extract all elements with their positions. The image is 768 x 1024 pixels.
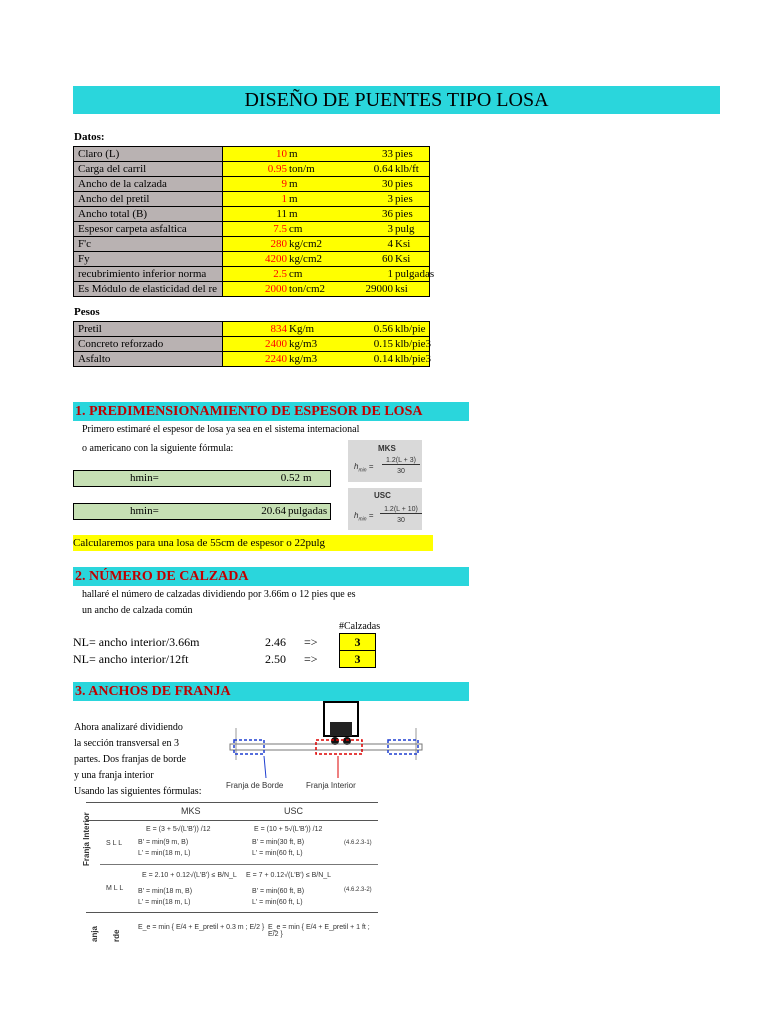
- hmin-mks-label: hmin=: [130, 472, 159, 484]
- row-label: Es Módulo de elasticidad del re: [74, 282, 223, 297]
- hmin-mks-row: [73, 470, 331, 487]
- formula-table-rule: [86, 802, 378, 803]
- imperial-unit: klb/pie3: [395, 353, 432, 365]
- row-values: [223, 192, 430, 207]
- imperial-unit: klb/pie: [395, 323, 426, 335]
- metric-unit: ton/m: [289, 163, 315, 175]
- fig-slab: [230, 744, 422, 750]
- metric-unit: m: [289, 148, 298, 160]
- mll-ref: (4.6.2.3-2): [344, 887, 372, 893]
- formula-table-image: [82, 800, 378, 950]
- hmin-usc-row: [73, 503, 331, 520]
- formula-table-rule: [86, 820, 378, 821]
- metric-value: 10: [276, 148, 287, 160]
- metric-value: 11: [276, 208, 287, 220]
- usc-formula-h: $h_{min}$ =: [354, 511, 374, 523]
- mll-mks-2: B' = min(18 m, B): [138, 888, 193, 895]
- data-row: [74, 267, 430, 282]
- fig-label-borde: Franja de Borde: [226, 781, 284, 790]
- sec2-line1: hallaré el número de calzadas dividiendo por 3.66m o 12 pies que es: [82, 589, 356, 600]
- metric-value: 4200: [265, 253, 287, 265]
- metric-unit: Kg/m: [289, 323, 315, 335]
- formula-table-rule: [100, 864, 378, 865]
- metric-unit: m: [289, 178, 298, 190]
- metric-value: 7.5: [273, 223, 287, 235]
- data-row: [74, 252, 430, 267]
- metric-value: 834: [270, 323, 287, 335]
- imperial-value: 3: [387, 223, 393, 235]
- metric-unit: m: [289, 193, 298, 205]
- formula-group-interior: Franja Interior: [82, 812, 91, 866]
- nl-result: 3: [339, 633, 376, 651]
- formula-row-sll: S L L: [106, 840, 123, 847]
- sec1-conclusion: Calcularemos para una losa de 55cm de espesor o 22pulg: [73, 535, 433, 551]
- nl-result: 3: [339, 650, 376, 668]
- row-values: [223, 207, 430, 222]
- row-label: Ancho total (B): [74, 207, 223, 222]
- mks-formula-den: 30: [397, 468, 405, 475]
- row-values: [223, 252, 430, 267]
- metric-value: 2000: [265, 283, 287, 295]
- fig-vehicle-body: [330, 722, 352, 736]
- imperial-value: 60: [382, 253, 393, 265]
- mll-mks-1: E = 2.10 + 0.12√(L'B') ≤ B/N_L: [142, 872, 237, 879]
- mll-mks-3: L' = min(18 m, L): [138, 899, 191, 906]
- mks-formula-h: $h_{min}$ =: [354, 462, 374, 474]
- sec3-text: [74, 720, 201, 800]
- sec2-line2: un ancho de calzada común: [82, 605, 193, 616]
- page-title: DISEÑO DE PUENTES TIPO LOSA: [73, 86, 720, 114]
- mks-formula-label: MKS: [378, 444, 396, 453]
- formula-group-borde-2: rde: [112, 929, 121, 942]
- row-label: Asfalto: [74, 352, 223, 367]
- row-values: [223, 177, 430, 192]
- imperial-unit: pies: [395, 193, 413, 205]
- fig-pointer-borde: [264, 756, 266, 778]
- row-label: Ancho de la calzada: [74, 177, 223, 192]
- sec3-line: partes. Dos franjas de borde: [74, 754, 186, 765]
- metric-value: 280: [270, 238, 287, 250]
- data-row: [74, 147, 430, 162]
- section-2-title: 2. NÚMERO DE CALZADA: [73, 567, 469, 586]
- sec3-line: la sección transversal en 3: [74, 738, 179, 749]
- usc-formula-den: 30: [397, 517, 405, 524]
- sll-usc-1: E = (10 + 5√(L'B')) /12: [254, 826, 323, 833]
- nl-value: 2.50: [265, 652, 286, 666]
- nl-value: 2.46: [265, 635, 286, 649]
- data-row: [74, 282, 430, 297]
- hmin-usc-value: 20.64: [261, 505, 286, 517]
- data-row: [74, 207, 430, 222]
- usc-formula-num: 1.2(L + 10): [380, 506, 422, 514]
- metric-value: 1: [281, 193, 287, 205]
- hmin-mks-unit: m: [303, 472, 312, 484]
- metric-unit: cm: [289, 223, 303, 235]
- hmin-mks-value: 0.52: [280, 472, 300, 484]
- imperial-value: 0.15: [373, 338, 393, 350]
- row-label: Carga del carril: [74, 162, 223, 177]
- usc-formula-label: USC: [374, 491, 391, 500]
- metric-value: 2240: [265, 353, 287, 365]
- datos-label: Datos:: [74, 131, 105, 143]
- row-label: Pretil: [74, 322, 223, 337]
- imperial-unit: pulg: [395, 223, 415, 235]
- imperial-unit: klb/ft: [395, 163, 419, 175]
- formula-row-mll: M L L: [106, 885, 124, 892]
- sll-ref: (4.6.2.3-1): [344, 840, 372, 846]
- row-label: Espesor carpeta asfaltica: [74, 222, 223, 237]
- imperial-value: 0.64: [373, 163, 393, 175]
- pesos-label: Pesos: [74, 306, 100, 318]
- data-row: [74, 352, 430, 367]
- mks-formula-num: 1.2(L + 3): [382, 457, 420, 465]
- imperial-unit: ksi: [395, 283, 408, 295]
- borde-mks: E_e = min { E/4 + E_pretil + 0.3 m ; E/2 }: [138, 924, 265, 931]
- fig-interior-strip: [316, 740, 362, 754]
- fig-edge-strip-right: [388, 740, 418, 754]
- formula-group-borde: anja: [90, 925, 99, 942]
- row-values: [223, 282, 430, 297]
- row-values: [223, 147, 430, 162]
- hmin-usc-label: hmin=: [130, 505, 159, 517]
- row-values: [223, 267, 435, 282]
- metric-unit: kg/m3: [289, 338, 318, 350]
- row-values: [223, 322, 430, 337]
- metric-unit: ton/cm2: [289, 283, 326, 295]
- imperial-value: 36: [382, 208, 393, 220]
- mks-formula-image: [348, 440, 422, 482]
- data-row: [74, 162, 430, 177]
- data-row: [74, 192, 430, 207]
- row-values: [223, 162, 430, 177]
- metric-unit: m: [289, 208, 298, 220]
- row-label: F'c: [74, 237, 223, 252]
- metric-value: 2400: [265, 338, 287, 350]
- data-row: [74, 177, 430, 192]
- row-label: Claro (L): [74, 147, 223, 162]
- imperial-unit: Ksi: [395, 253, 411, 265]
- nl-label: NL= ancho interior/12ft: [73, 652, 189, 666]
- imperial-value: 30: [382, 178, 393, 190]
- metric-unit: kg/m3: [289, 353, 318, 365]
- data-row: [74, 337, 430, 352]
- formula-col-usc: USC: [284, 806, 304, 816]
- metric-value: 2.5: [273, 268, 287, 280]
- imperial-unit: pies: [395, 148, 413, 160]
- metric-value: 9: [281, 178, 287, 190]
- imperial-value: 0.14: [373, 353, 393, 365]
- imperial-unit: klb/pie3: [395, 338, 432, 350]
- formula-col-mks: MKS: [181, 806, 201, 816]
- imperial-unit: pulgadas: [395, 268, 435, 280]
- row-values: [223, 222, 430, 237]
- metric-unit: kg/cm2: [289, 238, 322, 250]
- row-label: Fy: [74, 252, 223, 267]
- sec1-line2: o americano con la siguiente fórmula:: [82, 443, 234, 454]
- data-row: [74, 322, 430, 337]
- sll-usc-2: B' = min(30 ft, B): [252, 839, 305, 846]
- imperial-value: 33: [382, 148, 393, 160]
- data-row: [74, 222, 430, 237]
- sec1-line1: Primero estimaré el espesor de losa ya sea en el sistema internacional: [82, 424, 360, 435]
- imperial-value: 4: [387, 238, 393, 250]
- metric-unit: kg/cm2: [289, 253, 322, 265]
- imperial-value: 0.56: [373, 323, 393, 335]
- imperial-value: 3: [387, 193, 393, 205]
- sec3-line: Usando las siguientes fórmulas:: [74, 786, 202, 797]
- usc-formula-image: [348, 488, 422, 530]
- mll-usc-3: L' = min(60 ft, L): [252, 899, 303, 906]
- nl-arrow: =>: [304, 635, 318, 649]
- mll-usc-1: E = 7 + 0.12√(L'B') ≤ B/N_L: [246, 872, 332, 879]
- calzadas-header: #Calzadas: [339, 621, 381, 632]
- borde-usc: E_e = min { E/4 + E_pretil + 1 ft ; E/2 }: [268, 924, 370, 938]
- sll-mks-1: E = (3 + 5√(L'B')) /12: [146, 826, 211, 833]
- hmin-usc-unit: pulgadas: [288, 505, 328, 517]
- section-1-title: 1. PREDIMENSIONAMIENTO DE ESPESOR DE LOSA: [73, 402, 469, 421]
- cross-section-figure: [226, 700, 426, 772]
- datos-table: [73, 146, 435, 297]
- fig-label-interior: Franja Interior: [306, 781, 356, 790]
- pesos-table: [73, 321, 430, 367]
- data-row: [74, 237, 430, 252]
- sec3-line: y una franja interior: [74, 770, 154, 781]
- row-label: recubrimiento inferior norma: [74, 267, 223, 282]
- row-label: Ancho del pretil: [74, 192, 223, 207]
- nl-arrow: =>: [304, 652, 318, 666]
- imperial-unit: pies: [395, 178, 413, 190]
- mll-usc-2: B' = min(60 ft, B): [252, 888, 305, 895]
- metric-unit: cm: [289, 268, 303, 280]
- formula-table-rule: [86, 912, 378, 913]
- row-label: Concreto reforzado: [74, 337, 223, 352]
- row-values: [223, 237, 430, 252]
- fig-edge-strip-left: [234, 740, 264, 754]
- section-3-title: 3. ANCHOS DE FRANJA: [73, 682, 469, 701]
- metric-value: 0.95: [267, 163, 287, 175]
- imperial-value: 1: [387, 268, 393, 280]
- sec3-line: Ahora analizaré dividiendo: [74, 722, 183, 733]
- imperial-unit: pies: [395, 208, 413, 220]
- sll-mks-2: B' = min(9 m, B): [138, 839, 189, 846]
- imperial-unit: Ksi: [395, 238, 411, 250]
- imperial-value: 29000: [365, 283, 393, 295]
- nl-label: NL= ancho interior/3.66m: [73, 635, 200, 649]
- sll-mks-3: L' = min(18 m, L): [138, 850, 191, 857]
- row-values: [223, 337, 430, 352]
- sll-usc-3: L' = min(60 ft, L): [252, 850, 303, 857]
- row-values: [223, 352, 430, 367]
